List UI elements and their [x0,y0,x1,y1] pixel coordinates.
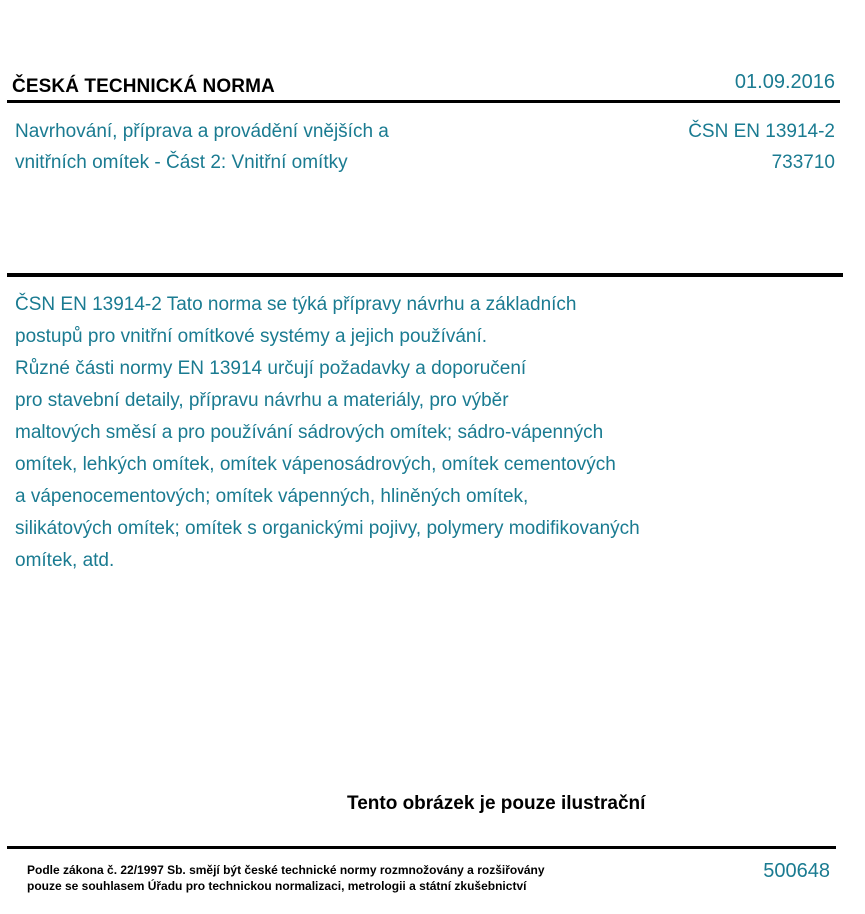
legal-notice-line: pouze se souhlasem Úřadu pro technickou normalizaci, metrologii a státní zkušebnictví [27,879,527,893]
document-id: 500648 [763,860,830,882]
legal-notice [27,862,545,894]
illustration-notice: Tento obrázek je pouze ilustrační [347,793,646,814]
description-line: omítek, lehkých omítek, omítek vápenosádrových, omítek cementových [15,454,616,475]
description-line: postupů pro vnitřní omítkové systémy a jejich používání. [15,326,488,347]
section-divider [7,273,843,277]
description-line: omítek, atd. [15,550,115,571]
description-line: silikátových omítek; omítek s organickými pojivy, polymery modifikovaných [15,518,640,539]
description-line: pro stavební detaily, přípravu návrhu a materiály, pro výběr [15,390,509,411]
description-line: a vápenocementových; omítek vápenných, hliněných omítek, [15,486,529,507]
norm-subject-line: Navrhování, příprava a provádění vnějších a [15,121,389,142]
norm-subject-line: vnitřních omítek - Část 2: Vnitřní omítky [15,152,348,173]
publication-date: 01.09.2016 [734,71,835,93]
norm-code: ČSN EN 13914-2 [688,121,835,142]
description-line: maltových směsí a pro používání sádrových omítek; sádro-vápenných [15,422,604,443]
legal-notice-line: Podle zákona č. 22/1997 Sb. smějí být české technické normy rozmnožovány a rozšiřovány [27,863,545,877]
document-type-title: ČESKÁ TECHNICKÁ NORMA [12,76,275,97]
header-divider [7,100,840,103]
description-line: ČSN EN 13914-2 Tato norma se týká přípravy návrhu a základních [15,294,577,315]
description-line: Různé části normy EN 13914 určují požadavky a doporučení [15,358,527,379]
norm-subject [15,116,389,178]
norm-identifiers [688,116,835,178]
norm-description [15,289,775,577]
norm-class-number: 733710 [771,152,835,173]
footer-divider [7,846,836,849]
